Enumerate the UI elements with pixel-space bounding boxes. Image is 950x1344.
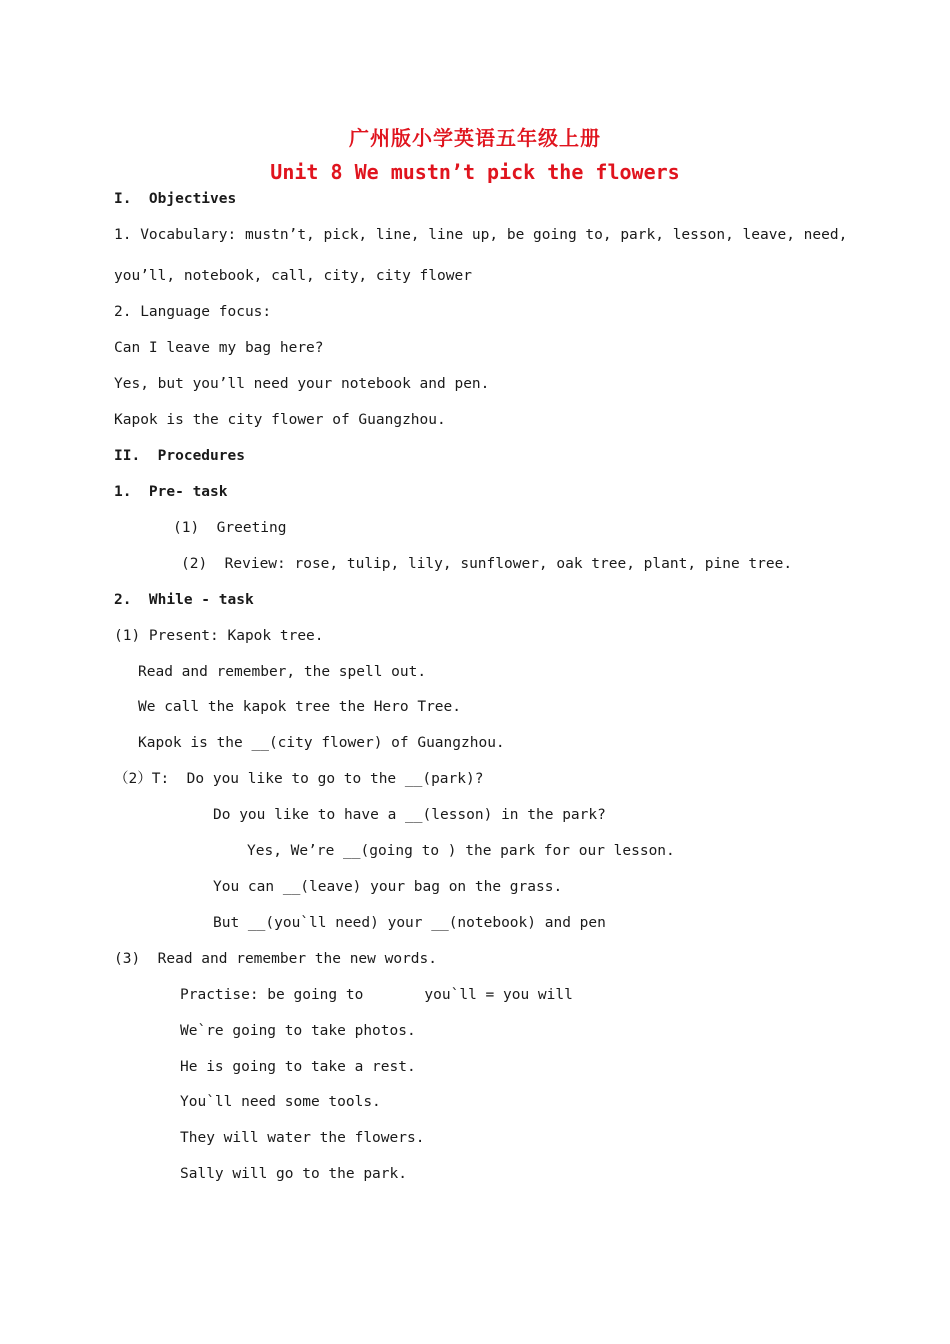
- language-focus-sentence-1: Can I leave my bag here?: [114, 340, 324, 356]
- practise-sentence-4: They will water the flowers.: [180, 1130, 425, 1146]
- while-task-teacher-question-1: （2）T: Do you like to go to the __(park)?: [114, 771, 484, 787]
- section-objectives-heading: I. Objectives: [114, 191, 237, 207]
- while-task-read-remember: Read and remember, the spell out.: [138, 664, 427, 680]
- while-task-present: (1) Present: Kapok tree.: [114, 628, 324, 644]
- document-title-chinese: 广州版小学英语五年级上册: [349, 126, 601, 150]
- while-task-hero-tree: We call the kapok tree the Hero Tree.: [138, 699, 462, 715]
- practise-sentence-2: He is going to take a rest.: [180, 1059, 416, 1075]
- while-task-leave-bag: You can __(leave) your bag on the grass.: [213, 879, 563, 895]
- while-task-new-words: (3) Read and remember the new words.: [114, 951, 438, 967]
- while-task-city-flower: Kapok is the __(city flower) of Guangzhou.: [138, 735, 505, 751]
- language-focus-sentence-3: Kapok is the city flower of Guangzhou.: [114, 412, 446, 428]
- language-focus-sentence-2: Yes, but you’ll need your notebook and pen.: [114, 376, 490, 392]
- while-task-teacher-question-2: Do you like to have a __(lesson) in the park?: [213, 807, 606, 823]
- language-focus-heading: 2. Language focus:: [114, 304, 272, 320]
- while-task-need-notebook: But __(you`ll need) your __(notebook) and pen: [213, 915, 606, 931]
- vocabulary-line-1: 1. Vocabulary: mustn’t, pick, line, line up, be going to, park, lesson, leave, need,: [114, 227, 848, 243]
- pre-task-greeting: (1) Greeting: [173, 520, 287, 536]
- section-procedures-heading: II. Procedures: [114, 448, 245, 464]
- pre-task-review: (2) Review: rose, tulip, lily, sunflower, oak tree, plant, pine tree.: [181, 556, 793, 572]
- pre-task-heading: 1. Pre- task: [114, 484, 228, 500]
- vocabulary-line-2: you’ll, notebook, call, city, city flower: [114, 268, 472, 284]
- while-task-heading: 2. While - task: [114, 592, 254, 608]
- practise-sentence-5: Sally will go to the park.: [180, 1166, 407, 1182]
- document-title-english: Unit 8 We mustn’t pick the flowers: [270, 160, 680, 184]
- practise-sentence-1: We`re going to take photos.: [180, 1023, 416, 1039]
- practise-sentence-3: You`ll need some tools.: [180, 1094, 381, 1110]
- practise-line: Practise: be going to you`ll = you will: [180, 987, 573, 1003]
- while-task-answer: Yes, We’re __(going to ) the park for our lesson.: [247, 843, 675, 859]
